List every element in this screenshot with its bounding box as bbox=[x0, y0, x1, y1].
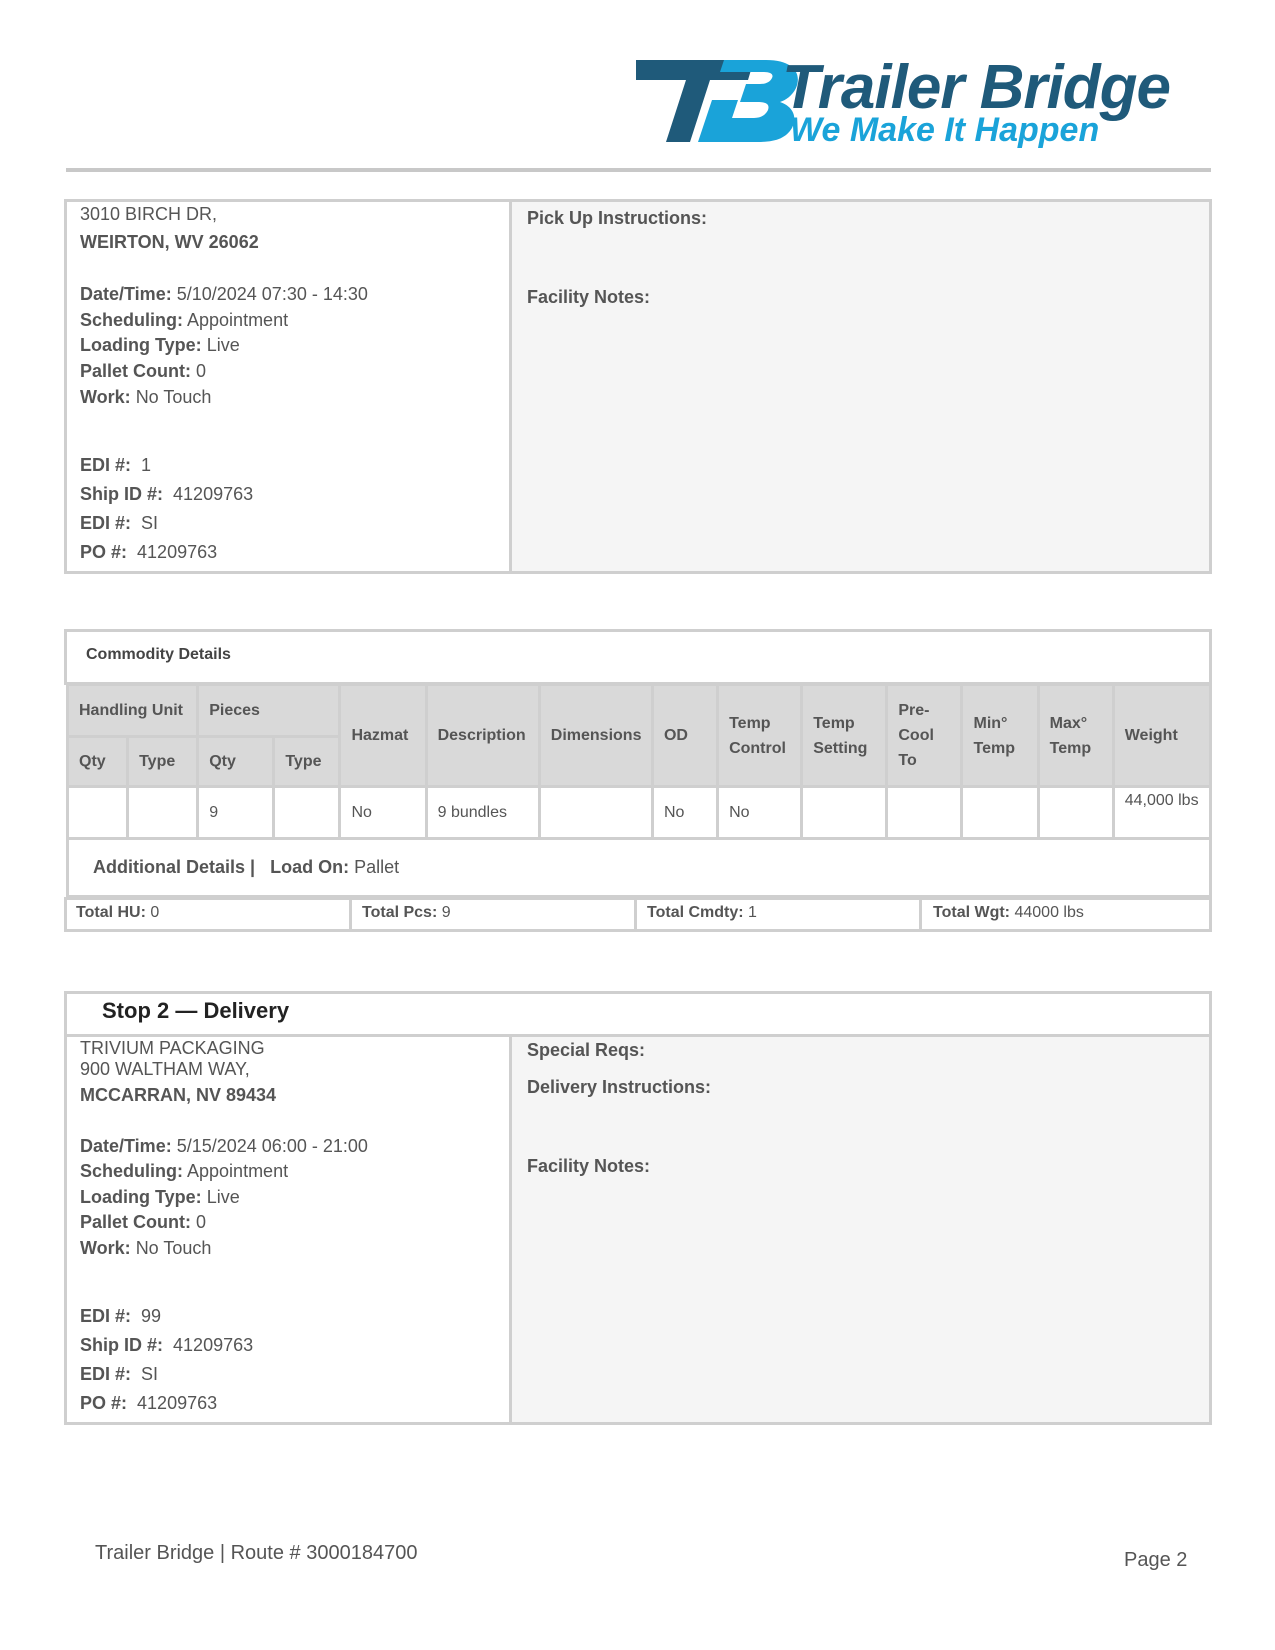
hdr-temp-control: Temp Control bbox=[718, 685, 802, 787]
cell-pcs-qty: 9 bbox=[198, 787, 274, 839]
hdr-dimensions: Dimensions bbox=[539, 685, 652, 787]
stop1-pallet-count: Pallet Count: 0 bbox=[80, 361, 207, 381]
stop1-loading-type: Loading Type: Live bbox=[80, 335, 240, 355]
brand-name: Trailer Bridge bbox=[782, 53, 1171, 122]
hdr-hazmat: Hazmat bbox=[340, 685, 426, 787]
pickup-instructions-label: Pick Up Instructions: bbox=[527, 208, 708, 228]
stop2-facility-notes-label: Facility Notes: bbox=[527, 1156, 651, 1176]
stop2-title: Stop 2 — Delivery bbox=[102, 998, 290, 1023]
cell-temp-control: No bbox=[718, 787, 802, 839]
stop1-scheduling: Scheduling: Appointment bbox=[80, 310, 289, 330]
cell-description: 9 bundles bbox=[426, 787, 539, 839]
stop1-address: 3010 BIRCH DR, bbox=[80, 204, 218, 224]
hdr-min-temp: Min° Temp bbox=[962, 685, 1038, 787]
header-divider bbox=[66, 168, 1211, 172]
commodity-title-bar bbox=[64, 629, 1212, 685]
stop1-ref-po: PO #: 41209763 bbox=[80, 542, 218, 562]
stop2-ref-edi1: EDI #: 99 bbox=[80, 1306, 162, 1326]
stop2-ref-shipid: Ship ID #: 41209763 bbox=[80, 1335, 254, 1355]
hdr-weight: Weight bbox=[1113, 685, 1210, 787]
cell-min-temp bbox=[962, 787, 1038, 839]
stop1-notes-pane bbox=[509, 202, 1209, 571]
hdr-pcs-type: Type bbox=[274, 737, 340, 787]
brand-tagline: We Make It Happen bbox=[790, 111, 1100, 149]
stop2-address: 900 WALTHAM WAY, bbox=[80, 1059, 250, 1079]
hdr-description: Description bbox=[426, 685, 539, 787]
stop1-datetime: Date/Time: 5/10/2024 07:30 - 14:30 bbox=[80, 284, 368, 304]
hdr-pre-cool: Pre-Cool To bbox=[887, 685, 962, 787]
total-cmdty: Total Cmdty: 1 bbox=[647, 904, 757, 921]
cell-pre-cool bbox=[887, 787, 962, 839]
cell-max-temp bbox=[1038, 787, 1113, 839]
total-wgt: Total Wgt: 44000 lbs bbox=[933, 904, 1084, 921]
hdr-temp-setting: Temp Setting bbox=[802, 685, 887, 787]
commodity-table bbox=[66, 683, 1212, 898]
cell-od: No bbox=[652, 787, 717, 839]
commodity-row bbox=[68, 787, 1211, 839]
cell-temp-setting bbox=[802, 787, 887, 839]
delivery-instructions-label: Delivery Instructions: bbox=[527, 1077, 712, 1097]
special-reqs-label: Special Reqs: bbox=[527, 1040, 646, 1060]
stop2-pallet-count: Pallet Count: 0 bbox=[80, 1212, 207, 1232]
cell-pcs-type bbox=[274, 787, 340, 839]
hdr-hu-qty: Qty bbox=[68, 737, 128, 787]
hdr-od: OD bbox=[652, 685, 717, 787]
cell-dimensions bbox=[539, 787, 652, 839]
hdr-pieces: Pieces bbox=[198, 685, 340, 737]
cell-hu-qty bbox=[68, 787, 128, 839]
cell-weight: 44,000 lbs bbox=[1113, 787, 1210, 839]
stop1-facility-notes-label: Facility Notes: bbox=[527, 287, 651, 307]
additional-details: Additional Details | Load On: Pallet bbox=[68, 839, 1211, 897]
page-number: Page 2 bbox=[1124, 1549, 1188, 1571]
stop2-scheduling: Scheduling: Appointment bbox=[80, 1161, 289, 1181]
total-pcs: Total Pcs: 9 bbox=[362, 904, 451, 921]
hdr-hu-type: Type bbox=[128, 737, 198, 787]
stop2-ref-edi2: EDI #: SI bbox=[80, 1364, 159, 1384]
cell-hazmat: No bbox=[340, 787, 426, 839]
commodity-title: Commodity Details bbox=[86, 646, 231, 663]
hdr-pcs-qty: Qty bbox=[198, 737, 274, 787]
stop1-work: Work: No Touch bbox=[80, 387, 212, 407]
stop2-work: Work: No Touch bbox=[80, 1238, 212, 1258]
stop1-city: WEIRTON, WV 26062 bbox=[80, 232, 259, 252]
stop1-box bbox=[64, 199, 1212, 574]
cell-hu-type bbox=[128, 787, 198, 839]
footer-route: Trailer Bridge | Route # 3000184700 bbox=[95, 1542, 418, 1564]
stop1-ref-edi1: EDI #: 1 bbox=[80, 455, 152, 475]
tb-mark bbox=[636, 60, 798, 142]
stop1-ref-shipid: Ship ID #: 41209763 bbox=[80, 484, 254, 504]
stop2-ref-po: PO #: 41209763 bbox=[80, 1393, 218, 1413]
total-hu: Total HU: 0 bbox=[76, 904, 160, 921]
stop2-city: MCCARRAN, NV 89434 bbox=[80, 1085, 277, 1105]
stop2-datetime: Date/Time: 5/15/2024 06:00 - 21:00 bbox=[80, 1136, 368, 1156]
hdr-handling-unit: Handling Unit bbox=[68, 685, 198, 737]
stop2-company: TRIVIUM PACKAGING bbox=[80, 1038, 265, 1058]
stop1-ref-edi2: EDI #: SI bbox=[80, 513, 159, 533]
stop2-loading-type: Loading Type: Live bbox=[80, 1187, 240, 1207]
hdr-max-temp: Max° Temp bbox=[1038, 685, 1113, 787]
